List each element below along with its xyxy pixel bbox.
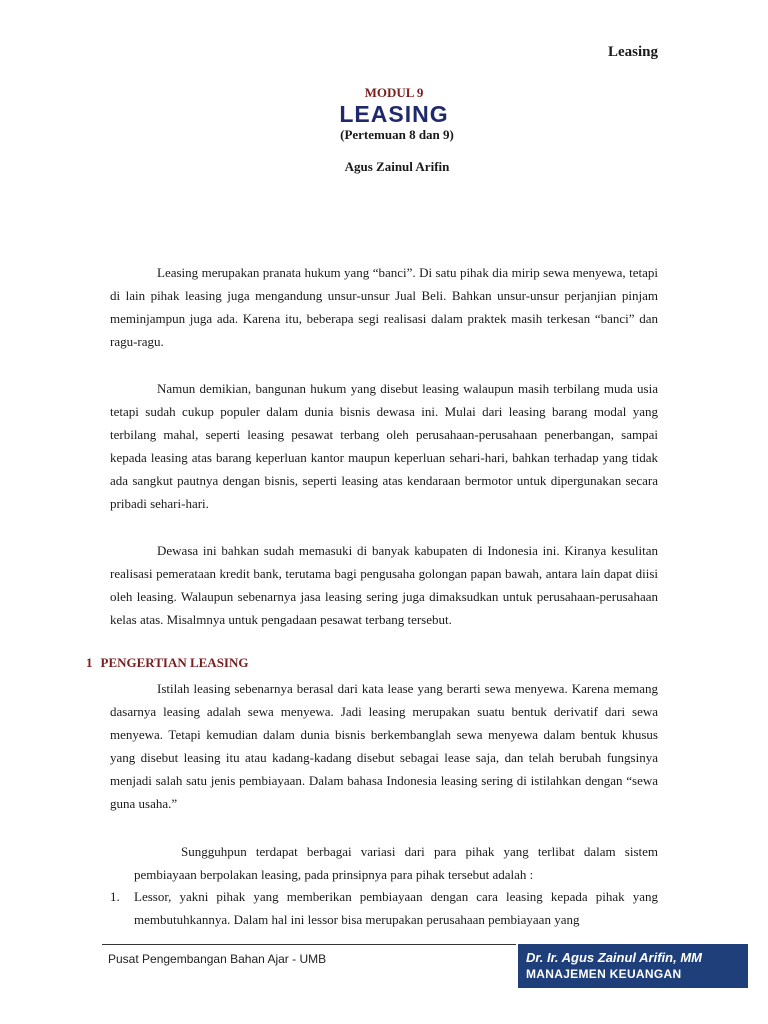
title-block	[0, 85, 768, 175]
section-number: 1	[86, 655, 93, 670]
list-intro: Sungguhpun terdapat berbagai variasi dari para pihak yang terlibat dalam sistem pembiayaan berpolakan leasing, pada prinsipnya para pihak tersebut adalah :	[134, 844, 658, 882]
paragraph-intro: Leasing merupakan pranata hukum yang “banci”. Di satu pihak dia mirip sewa menyewa, tetapi di lain pihak leasing juga mengandung unsur-unsur Jual Beli. Bahkan unsur-unsur perjanjian pinjam meminjampun juga ada. Karena itu, beberapa segi realisasi dalam praktek masih terkesan “banci” dan ragu-ragu.	[110, 265, 658, 349]
list-item	[110, 885, 658, 931]
footer-author-box	[518, 944, 748, 988]
paragraph-indonesia: Dewasa ini bahkan sudah memasuki di banyak kabupaten di Indonesia ini. Kiranya kesulitan realisasi pemerataan kredit bank, terutama bagi pengusaha golongan papan bawah, antara lain dapat diisi oleh leasing. Walaupun sebenarnya jasa leasing sering juga dimaksudkan untuk perusahaan-perusahaan kelas atas. Misalmnya untuk pengadaan pesawat terbang tersebut.	[110, 543, 658, 627]
document-subtitle: (Pertemuan 8 dan 9)	[340, 127, 454, 142]
module-label: MODUL 9	[364, 85, 424, 100]
running-header: Leasing	[607, 44, 658, 60]
footer-course: MANAJEMEN KEUANGAN	[526, 967, 682, 981]
paragraph-popularity: Namun demikian, bangunan hukum yang disebut leasing walaupun masih terbilang muda usia tetapi sudah cukup populer dalam dunia bisnis dewasa ini. Mulai dari leasing barang modal yang terbilang mahal, seperti leasing pesawat terbang oleh perusahaan-perusahaan penerbangan, sampai kepada leasing atas barang keperluan kantor maupun keperluan sehari-hari, bahkan terhadap yang tidak ada sangkut pautnya dengan bisnis, seperti leasing atas kendaraan bermotor untuk dipergunakan secara pribadi sehari-hari.	[110, 381, 658, 511]
section-body: Istilah leasing sebenarnya berasal dari kata lease yang berarti sewa menyewa. Karena memang dasarnya leasing adalah sewa menyewa. Jadi leasing merupakan suatu bentuk derivatif dari sewa menyewa. Tetapi kemudian dalam dunia bisnis berkembanglah sewa menyewa dalam bentuk khusus yang disebut leasing itu atau kadang-kadang disebut sebagai lease saja, dan telah berubah fungsinya menjadi salah satu jenis pembiayaan. Dalam bahasa Indonesia leasing sering di istilahkan dengan “sewa guna usaha.”	[110, 681, 658, 811]
footer-divider	[102, 944, 516, 945]
section-heading	[86, 655, 249, 671]
document-title: LEASING	[339, 101, 449, 127]
section-title: PENGERTIAN LEASING	[100, 655, 249, 670]
list-item-text: Lessor, yakni pihak yang memberikan pembiayaan dengan cara leasing kepada pihak yang membutuhkannya. Dalam hal ini lessor bisa merupakan perusahaan pembiayaan yang	[134, 889, 658, 927]
footer-publisher: Pusat Pengembangan Bahan Ajar - UMB	[108, 952, 327, 966]
footer-author: Dr. Ir. Agus Zainul Arifin, MM	[526, 950, 702, 965]
list-item-number: 1.	[110, 889, 120, 904]
document-author: Agus Zainul Arifin	[344, 159, 450, 174]
